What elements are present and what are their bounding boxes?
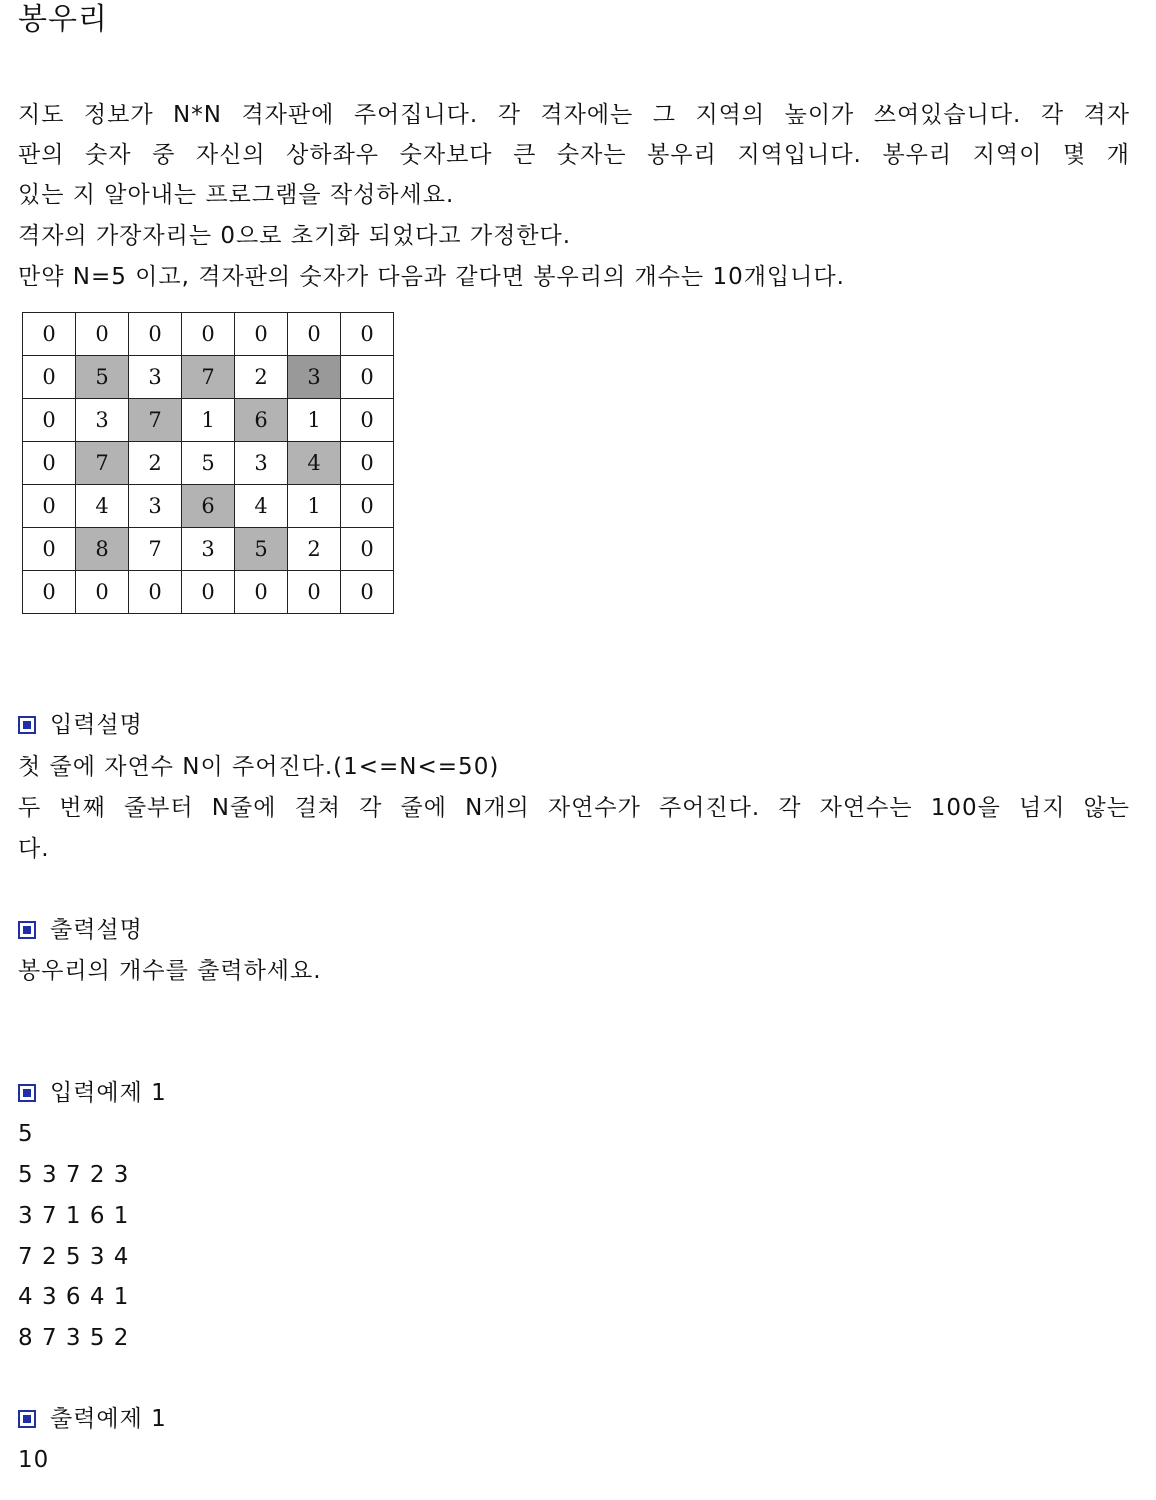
grid-cell: 3 xyxy=(235,442,288,485)
input-description-line-1: 첫 줄에 자연수 N이 주어진다.(1<=N<=50) xyxy=(18,754,500,780)
output-example-label: 출력예제 1 xyxy=(50,1406,167,1432)
grid-cell: 0 xyxy=(23,528,76,571)
grid-cell: 5 xyxy=(182,442,235,485)
grid-row xyxy=(23,528,394,571)
grid-cell: 4 xyxy=(235,485,288,528)
grid-row xyxy=(23,356,394,399)
grid-cell: 4 xyxy=(288,442,341,485)
grid-row xyxy=(23,313,394,356)
grid-cell: 0 xyxy=(182,313,235,356)
grid-cell: 1 xyxy=(182,399,235,442)
grid-cell: 0 xyxy=(182,571,235,614)
grid-cell: 0 xyxy=(341,399,394,442)
square-bullet-icon xyxy=(18,716,36,734)
grid-cell: 0 xyxy=(288,571,341,614)
grid-cell: 0 xyxy=(235,571,288,614)
input-example-heading xyxy=(18,1073,167,1113)
grid-cell: 0 xyxy=(23,571,76,614)
grid-cell: 8 xyxy=(76,528,129,571)
input-example-line: 5 3 7 2 3 xyxy=(18,1162,130,1188)
output-example-heading xyxy=(18,1399,167,1439)
description-line-3: 있는 지 알아내는 프로그램을 작성하세요. xyxy=(18,182,455,208)
grid-cell: 6 xyxy=(182,485,235,528)
page-title: 봉우리 xyxy=(18,2,108,37)
grid-cell: 7 xyxy=(76,442,129,485)
input-heading-label: 입력설명 xyxy=(50,712,143,738)
square-bullet-icon xyxy=(18,1410,36,1428)
grid-cell: 4 xyxy=(76,485,129,528)
grid-cell: 7 xyxy=(182,356,235,399)
description-line-1: 지도 정보가 N*N 격자판에 주어집니다. 각 격자에는 그 지역의 높이가 쓰여있습니다. 각 격자 xyxy=(18,102,1130,128)
grid-row xyxy=(23,571,394,614)
input-example-line: 4 3 6 4 1 xyxy=(18,1284,130,1310)
grid-cell: 0 xyxy=(76,571,129,614)
grid-cell: 0 xyxy=(341,528,394,571)
grid-cell: 0 xyxy=(23,356,76,399)
grid-cell: 0 xyxy=(129,313,182,356)
grid-cell: 0 xyxy=(341,313,394,356)
description-line-5: 만약 N=5 이고, 격자판의 숫자가 다음과 같다면 봉우리의 개수는 10개입니다. xyxy=(18,264,845,290)
grid-cell: 0 xyxy=(341,442,394,485)
grid-cell: 3 xyxy=(129,485,182,528)
grid-cell: 2 xyxy=(288,528,341,571)
grid-cell: 0 xyxy=(23,399,76,442)
grid-cell: 3 xyxy=(76,399,129,442)
output-heading-label: 출력설명 xyxy=(50,917,143,943)
output-description-line-1: 봉우리의 개수를 출력하세요. xyxy=(18,958,322,984)
grid-cell: 3 xyxy=(182,528,235,571)
grid-cell: 6 xyxy=(235,399,288,442)
output-description-heading xyxy=(18,910,143,950)
grid-row xyxy=(23,442,394,485)
input-example-label: 입력예제 1 xyxy=(50,1080,167,1106)
input-example-line: 3 7 1 6 1 xyxy=(18,1203,130,1229)
grid-cell: 5 xyxy=(235,528,288,571)
input-description-heading xyxy=(18,705,143,745)
grid-cell: 2 xyxy=(129,442,182,485)
grid-cell: 0 xyxy=(235,313,288,356)
grid-row xyxy=(23,485,394,528)
grid-cell: 5 xyxy=(76,356,129,399)
grid-cell: 0 xyxy=(341,571,394,614)
grid-cell: 3 xyxy=(129,356,182,399)
output-example-line: 10 xyxy=(18,1447,50,1473)
grid-row xyxy=(23,399,394,442)
square-bullet-icon xyxy=(18,1084,36,1102)
square-bullet-icon xyxy=(18,921,36,939)
input-description-line-3: 다. xyxy=(18,836,50,862)
grid-cell: 7 xyxy=(129,399,182,442)
grid-cell: 0 xyxy=(23,313,76,356)
grid-cell: 7 xyxy=(129,528,182,571)
grid-cell: 1 xyxy=(288,399,341,442)
input-example-line: 5 xyxy=(18,1121,34,1147)
input-example-line: 8 7 3 5 2 xyxy=(18,1325,130,1351)
grid-cell: 0 xyxy=(23,485,76,528)
description-line-2: 판의 숫자 중 자신의 상하좌우 숫자보다 큰 숫자는 봉우리 지역입니다. 봉우리 지역이 몇 개 xyxy=(18,142,1130,168)
grid-cell: 1 xyxy=(288,485,341,528)
grid-cell: 0 xyxy=(341,356,394,399)
grid-cell: 0 xyxy=(76,313,129,356)
grid-cell: 0 xyxy=(341,485,394,528)
input-description-line-2: 두 번째 줄부터 N줄에 걸쳐 각 줄에 N개의 자연수가 주어진다. 각 자연수는 100을 넘지 않는 xyxy=(18,795,1130,821)
input-example-line: 7 2 5 3 4 xyxy=(18,1244,130,1270)
grid-cell: 3 xyxy=(288,356,341,399)
grid-cell: 0 xyxy=(129,571,182,614)
description-line-4: 격자의 가장자리는 0으로 초기화 되었다고 가정한다. xyxy=(18,223,572,249)
grid-cell: 0 xyxy=(23,442,76,485)
grid-cell: 2 xyxy=(235,356,288,399)
grid-cell: 0 xyxy=(288,313,341,356)
example-grid-table xyxy=(22,312,394,614)
